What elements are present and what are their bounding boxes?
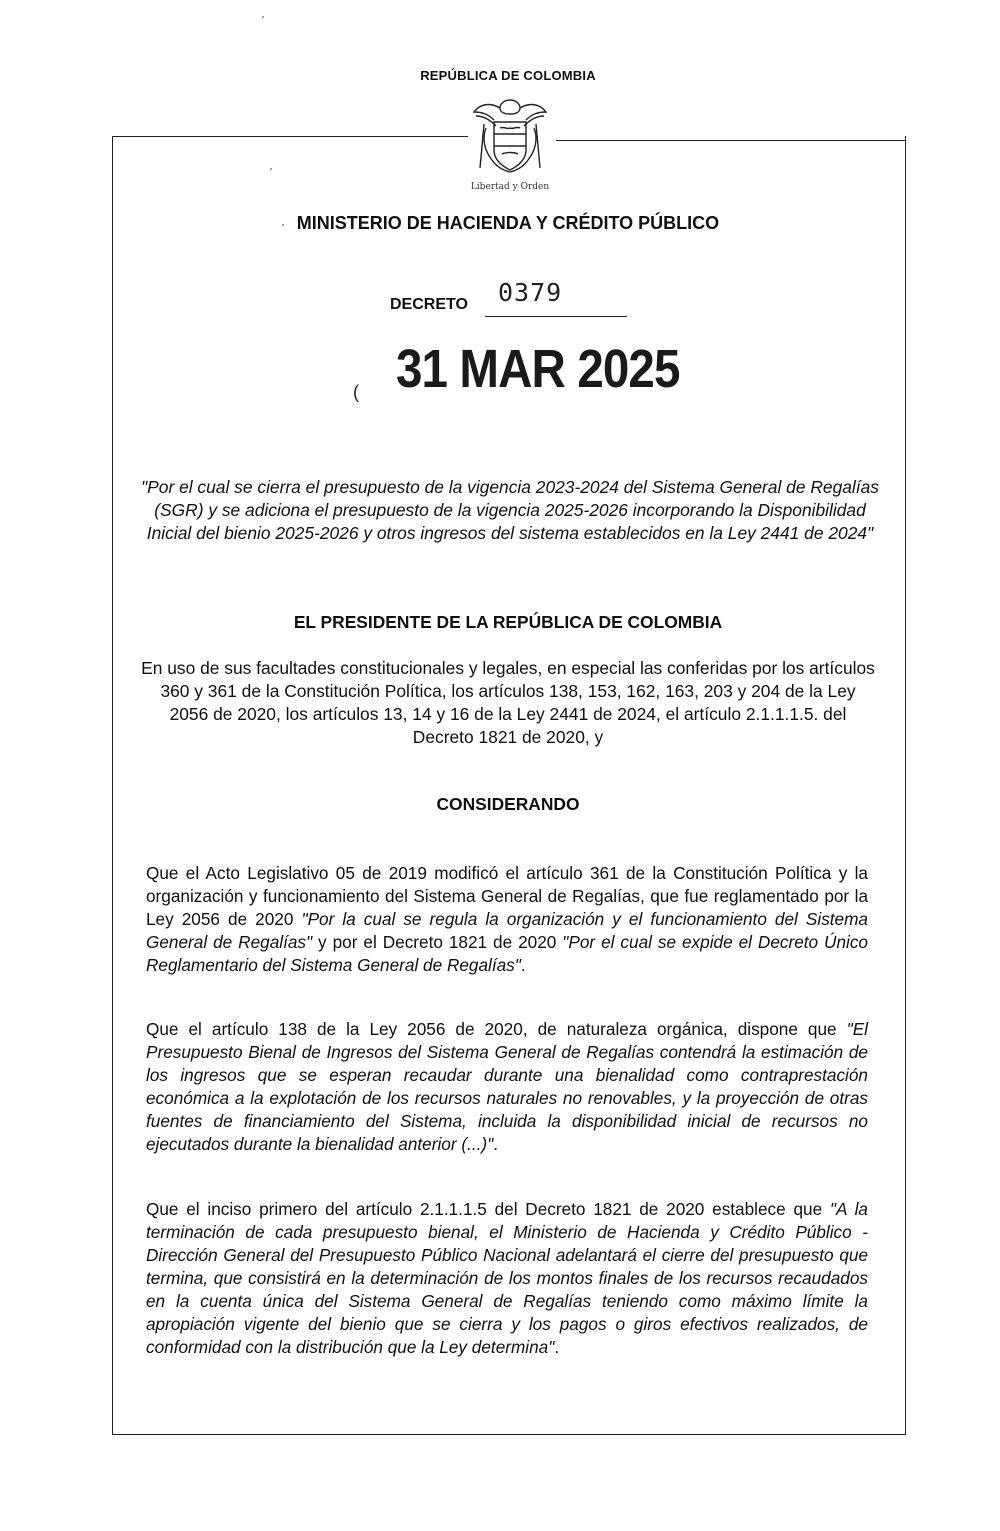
quoted-title: "Por la cual se regula la organización y el funcionamiento del Sistema General de Regalías" <box>146 909 868 952</box>
decree-number-line <box>485 316 627 317</box>
paragraph-text: . <box>493 1134 498 1154</box>
paragraph-text: y por el Decreto 1821 de 2020 <box>312 932 563 952</box>
quoted-text: "El Presupuesto Bienal de Ingresos del Sistema General de Regalías contendrá la estimación de los ingresos que se esperan recaudar durante una bienalidad como contraprestación económica a la explotación de los recursos naturales no renovables, y la proyección de otras fuentes de financiamiento del Sistema, incluida la disponibilidad inicial de recursos no ejecutados durante la bienalidad anterior (...)" <box>146 1019 868 1154</box>
scan-speck <box>282 224 284 226</box>
seal-motto: Libertad y Orden <box>470 182 550 192</box>
powers-paragraph: En uso de sus facultades constitucionales y legales, en especial las conferidas por los artículos 360 y 361 de la Constitución Política, los artículos 138, 153, 162, 163, 203 y 204 de la Ley 2056 de 2020, los artículos 13, 14 y 16 de la Ley 2441 de 2024, el artículo 2.1.1.1.5. del Decreto 1821 de 2020, y <box>141 658 875 747</box>
ministry-heading: MINISTERIO DE HACIENDA Y CRÉDITO PÚBLICO <box>296 213 720 233</box>
decree-number: 0379 <box>498 278 563 307</box>
paragraph-text: Que el Acto Legislativo 05 de 2019 modificó el artículo 361 de la Constitución Política y la organización y funcionamiento del Sistema General de Regalías, que fue reglamentado por la Ley 2056 de 2020 <box>146 863 868 929</box>
paragraph-text: . <box>554 1337 560 1357</box>
paragraph-text: . <box>520 955 526 975</box>
considering-paragraph-2 <box>146 1018 868 1156</box>
quoted-text: "A la terminación de cada presupuesto bienal, el Ministerio de Hacienda y Crédito Público -Dirección General del Presupuesto Público Nacional adelantará el cierre del presupuesto que termina, que consistirá en la determinación de los montos finales de los recursos recaudados en la cuenta única del Sistema General de Regalías teniendo como máximo límite la apropiación vigente del bienio que se cierra y los pagos o giros efectivos realizados, de conformidad con la distribución que la Ley determina" <box>146 1199 868 1357</box>
decree-label: DECRETO <box>390 296 468 313</box>
country-heading: REPÚBLICA DE COLOMBIA <box>420 68 596 83</box>
president-heading: EL PRESIDENTE DE LA REPÚBLICA DE COLOMBIA <box>293 612 723 632</box>
date-stamp: 31 MAR 2025 <box>396 339 680 399</box>
scan-speck <box>262 16 264 18</box>
paragraph-text: Que el inciso primero del artículo 2.1.1.1.5 del Decreto 1821 de 2020 establece que <box>146 1199 830 1219</box>
quoted-title: "Por el cual se expide el Decreto Único Reglamentario del Sistema General de Regalías" <box>146 932 868 975</box>
scan-speck <box>270 168 272 170</box>
considering-paragraph-3 <box>146 1198 868 1359</box>
paragraph-text: Que el artículo 138 de la Ley 2056 de 2020, de naturaleza orgánica, dispone que <box>146 1019 847 1039</box>
date-open-paren: ( <box>353 382 359 402</box>
considering-paragraph-1 <box>146 862 868 977</box>
considerando-heading: CONSIDERANDO <box>436 794 580 814</box>
decree-title: "Por el cual se cierra el presupuesto de la vigencia 2023-2024 del Sistema General de Regalías (SGR) y se adiciona el presupuesto de la vigencia 2025-2026 incorporando la Disponibilidad Inicial del bienio 2025-2026 y otros ingresos del sistema establecidos en la Ley 2441 de 2024" <box>141 477 879 543</box>
